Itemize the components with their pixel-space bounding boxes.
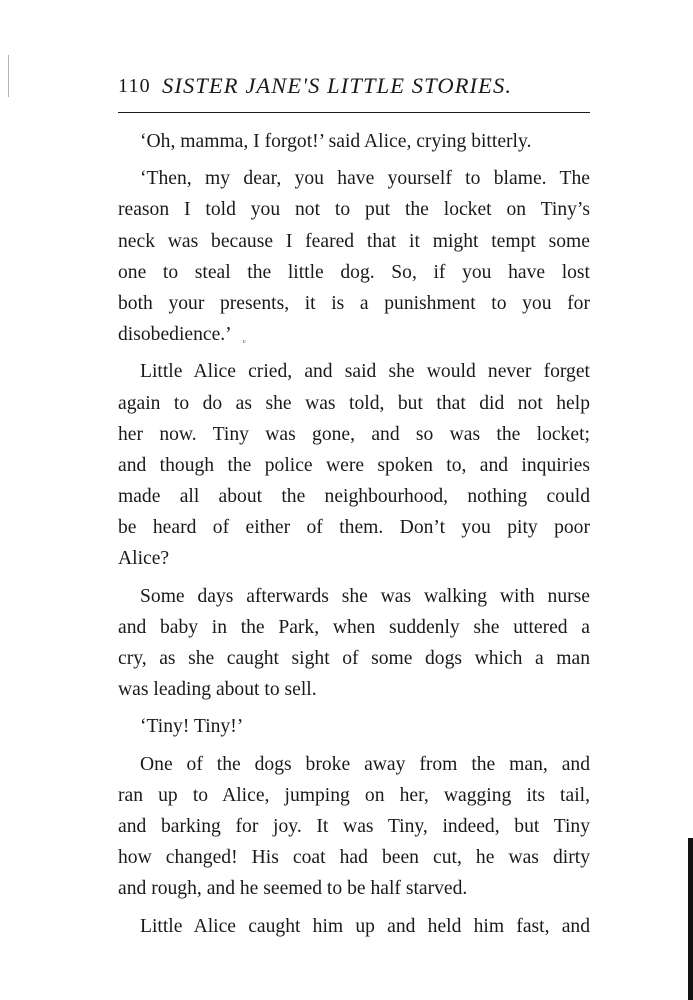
paragraph-2-line-6: disobedience.’ xyxy=(118,324,232,346)
paragraph-1-line-1: ‘Oh, mamma, I forgot!’ said Alice, crying bitterly. xyxy=(140,131,532,152)
scan-edge xyxy=(688,838,693,1000)
paragraph-3-line-2: again to do as she was told, but that did not help xyxy=(118,392,590,414)
page-number: 110 xyxy=(118,75,151,97)
paragraph-5-line-1: ‘Tiny! Tiny!’ xyxy=(140,716,244,738)
paragraph-3-line-3: her now. Tiny was gone, and so was the locket; xyxy=(118,423,590,445)
header-rule xyxy=(118,112,590,113)
paragraph-6-line-1: One of the dogs broke away from the man, and xyxy=(140,753,590,775)
paragraph-2-line-5: both your presents, it is a punishment to you for xyxy=(118,292,590,314)
paragraph-3-line-6: be heard of either of them. Don’t you pity poor xyxy=(118,517,590,539)
paragraph-6-line-5: and rough, and he seemed to be half starved. xyxy=(118,878,468,900)
paragraph-3-line-5: made all about the neighbourhood, nothing could xyxy=(118,486,590,508)
paragraph-4-line-1: Some days afterwards she was walking with nurse xyxy=(140,585,590,607)
stray-ink-mark: ᶜ xyxy=(243,337,246,349)
paragraph-7-line-1: Little Alice caught him up and held him fast, and xyxy=(140,915,590,937)
paragraph-3-line-7: Alice? xyxy=(118,548,170,570)
paragraph-2-line-4: one to steal the little dog. So, if you have lost xyxy=(118,261,590,283)
running-title: SISTER JANE'S LITTLE STORIES. xyxy=(162,73,513,98)
paragraph-2-line-3: neck was because I feared that it might tempt some xyxy=(118,230,590,252)
paragraph-2-line-1: ‘Then, my dear, you have yourself to blame. The xyxy=(140,168,590,190)
paragraph-2-line-2: reason I told you not to put the locket on Tiny’s xyxy=(118,199,590,221)
running-header xyxy=(118,73,590,107)
paragraph-3-line-4: and though the police were spoken to, and inquiries xyxy=(118,454,590,476)
paragraph-6-line-3: and barking for joy. It was Tiny, indeed, but Tiny xyxy=(118,815,590,837)
paragraph-4-line-3: cry, as she caught sight of some dogs which a man xyxy=(118,648,590,669)
paragraph-6-line-4: how changed! His coat had been cut, he was dirty xyxy=(118,847,590,869)
paragraph-3-line-1: Little Alice cried, and said she would never forget xyxy=(140,361,590,383)
body-text xyxy=(118,126,590,942)
paragraph-6-line-2: ran up to Alice, jumping on her, wagging its tail, xyxy=(118,784,590,806)
paragraph-4-line-2: and baby in the Park, when suddenly she uttered a xyxy=(118,616,590,638)
margin-mark xyxy=(8,55,9,97)
paragraph-4-line-4: was leading about to sell. xyxy=(118,679,317,701)
